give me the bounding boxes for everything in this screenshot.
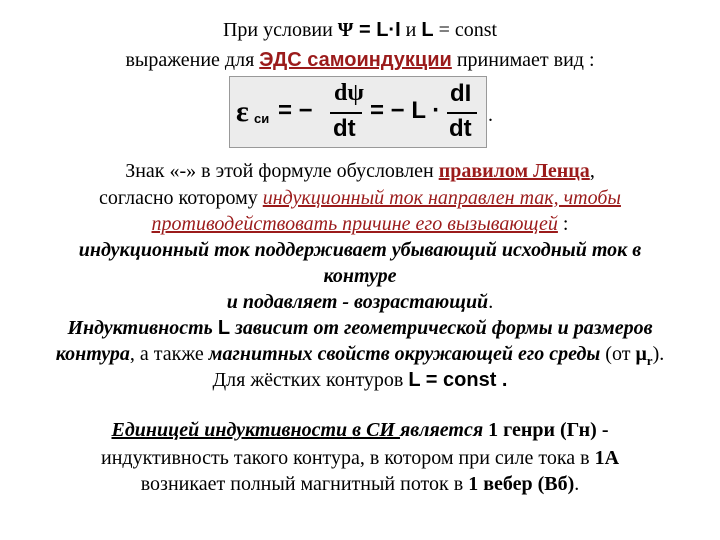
psi-symbol: Ψ	[337, 19, 354, 41]
lenz-line-3-suffix: :	[557, 213, 569, 235]
flux-equation: = L·I	[353, 19, 401, 41]
contour-word: контура	[55, 343, 130, 365]
mu-subscript: r	[646, 353, 653, 368]
lenz-line-2	[0, 186, 720, 210]
lenz-line-6-suffix: .	[488, 291, 494, 313]
formula-box	[229, 76, 487, 148]
epsilon-symbol: ε	[236, 95, 249, 128]
l-const-text: L = const .	[408, 369, 508, 391]
inductance-line-3	[0, 368, 720, 392]
lenz-line-6	[0, 290, 720, 314]
also-text: , а также	[129, 343, 209, 365]
and-word: и	[400, 19, 422, 41]
one-weber: 1 вебер (Вб)	[468, 473, 575, 495]
in-si-text: в СИ	[352, 419, 400, 441]
formula-period: .	[488, 104, 493, 126]
lenz-line-2-prefix: согласно которому	[99, 187, 263, 209]
lenz-rule-link[interactable]: правилом Ленца	[438, 160, 590, 182]
numerator-dpsi: dψ	[334, 80, 364, 106]
unit-of-inductance-text: Единицей индуктивности	[111, 419, 353, 441]
mu-symbol: μ	[635, 343, 647, 365]
unit-line-1	[0, 418, 720, 442]
fraction-bar-2	[447, 112, 477, 114]
epsilon-subscript: си	[254, 111, 270, 126]
unit-line-3-period: .	[574, 473, 580, 495]
one-ampere: 1А	[594, 447, 620, 469]
unit-line-2-text: индуктивность такого контура, в котором при силе тока в	[100, 447, 595, 469]
condition-prefix: При условии	[222, 19, 338, 41]
const-text: = const	[433, 19, 498, 41]
lenz-line-5: контуре	[323, 265, 397, 287]
henry-text: 1 генри (Гн) -	[483, 419, 609, 441]
from-text: (от	[600, 343, 636, 365]
lenz-line-3	[0, 212, 720, 236]
lenz-line-1-prefix: Знак «-» в этой формуле обусловлен	[125, 160, 439, 182]
equals-minus-1: = −	[278, 97, 313, 124]
numerator-di: dI	[450, 80, 472, 107]
expression-prefix: выражение для	[125, 49, 260, 71]
inductance-line-1-rest: зависит от геометрической формы и размеров	[230, 317, 653, 339]
unit-line-2	[0, 446, 720, 470]
close-paren: ).	[652, 343, 665, 365]
lenz-line-1-suffix: ,	[589, 160, 595, 182]
lenz-line-1	[0, 159, 720, 183]
inductance-word: Индуктивность	[67, 317, 218, 339]
is-text: является	[400, 419, 484, 441]
rigid-contours-text: Для жёстких контуров	[212, 369, 409, 391]
self-induction-emf-term: ЭДС самоиндукции	[259, 49, 452, 71]
lenz-line-4: индукционный ток поддерживает убывающий исходный ток в	[78, 239, 642, 261]
magnetic-properties-text: магнитных свойств окружающей его среды	[208, 343, 601, 365]
condition-line	[0, 18, 720, 42]
fraction-bar-1	[330, 112, 362, 114]
denominator-dt-2: dt	[449, 115, 472, 142]
unit-line-3	[0, 472, 720, 496]
inductance-line-1	[0, 316, 720, 340]
lenz-line-3-italic: противодействовать причине его вызывающей	[151, 213, 558, 235]
expression-line	[0, 48, 720, 72]
lenz-line-6-italic: и подавляет - возрастающий	[226, 291, 489, 313]
equals-minus-l: = − L ·	[370, 97, 441, 124]
denominator-dt-1: dt	[333, 115, 356, 142]
l-symbol: L	[421, 19, 434, 41]
lenz-line-2-italic: индукционный ток направлен так, чтобы	[262, 187, 621, 209]
unit-line-3-text: возникает полный магнитный поток в	[140, 473, 469, 495]
expression-suffix: принимает вид :	[451, 49, 595, 71]
inductance-l-symbol: L	[217, 317, 231, 339]
